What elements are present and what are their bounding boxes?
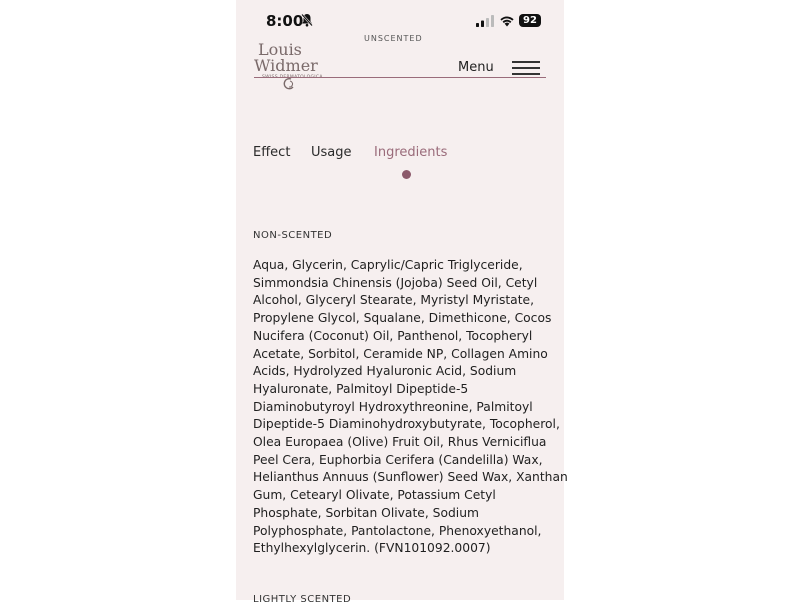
ingredient-line: Ethylhexylglycerin. (FVN101092.0007) <box>253 541 491 556</box>
tab-usage[interactable]: Usage <box>311 145 352 160</box>
menu-label[interactable]: Menu <box>458 60 494 75</box>
ingredient-line: Simmondsia Chinensis (Jojoba) Seed Oil, Cetyl <box>253 275 538 290</box>
ingredient-line: Helianthus Annuus (Sunflower) Seed Wax, Xanthan <box>253 470 568 485</box>
wifi-icon <box>499 14 515 27</box>
hamburger-menu-icon[interactable] <box>512 61 540 75</box>
header-divider <box>254 77 546 78</box>
status-time: 8:00 <box>266 12 304 30</box>
next-section-label: LIGHTLY SCENTED <box>253 594 352 605</box>
ingredient-line: Diaminobutyroyl Hydroxythreonine, Palmitoyl <box>253 399 533 414</box>
ingredient-line: Dipeptide-5 Diaminohydroxybutyrate, Tocopherol, <box>253 417 560 432</box>
ingredient-line: Acetate, Sorbitol, Ceramide NP, Collagen Amino <box>253 346 548 361</box>
tab-ingredients[interactable]: Ingredients <box>374 145 448 160</box>
ingredient-line: Polyphosphate, Pantolactone, Phenoxyethanol, <box>253 523 542 538</box>
ingredient-line: Hyaluronate, Palmitoyl Dipeptide-5 <box>253 381 469 396</box>
active-tab-indicator <box>402 170 411 179</box>
ingredient-line: Propylene Glycol, Squalane, Dimethicone, Cocos <box>253 311 552 326</box>
ingredient-line: Acids, Hydrolyzed Hyaluronic Acid, Sodium <box>253 364 517 379</box>
ingredient-line: Peel Cera, Euphorbia Cerifera (Candelilla) Wax, <box>253 452 543 467</box>
section-label: NON-SCENTED <box>253 230 333 241</box>
ingredient-line: Olea Europaea (Olive) Fruit Oil, Rhus Verniciflua <box>253 435 547 450</box>
ingredient-line: Aqua, Glycerin, Caprylic/Capric Triglyceride, <box>253 258 523 272</box>
ingredient-line: Gum, Cetearyl Olivate, Potassium Cetyl <box>253 488 496 503</box>
cellular-signal-icon <box>476 15 494 27</box>
battery-indicator: 92 <box>519 14 541 27</box>
ingredient-line: Alcohol, Glyceryl Stearate, Myristyl Myristate, <box>253 293 535 308</box>
brand-logo[interactable] <box>254 42 334 90</box>
logo-mark-icon <box>282 78 296 90</box>
ingredient-line: Nucifera (Coconut) Oil, Panthenol, Tocopheryl <box>253 328 533 343</box>
phone-screen <box>236 0 568 605</box>
tab-effect[interactable]: Effect <box>253 145 291 160</box>
bell-slash-icon <box>301 13 313 27</box>
logo-text-line1: Louis <box>258 40 302 59</box>
logo-text-line2: Widmer <box>254 56 318 75</box>
ingredient-line: Phosphate, Sorbitan Olivate, Sodium <box>253 505 479 520</box>
header-cut-text: UNSCENTED <box>364 34 423 43</box>
ingredients-text <box>253 257 568 558</box>
